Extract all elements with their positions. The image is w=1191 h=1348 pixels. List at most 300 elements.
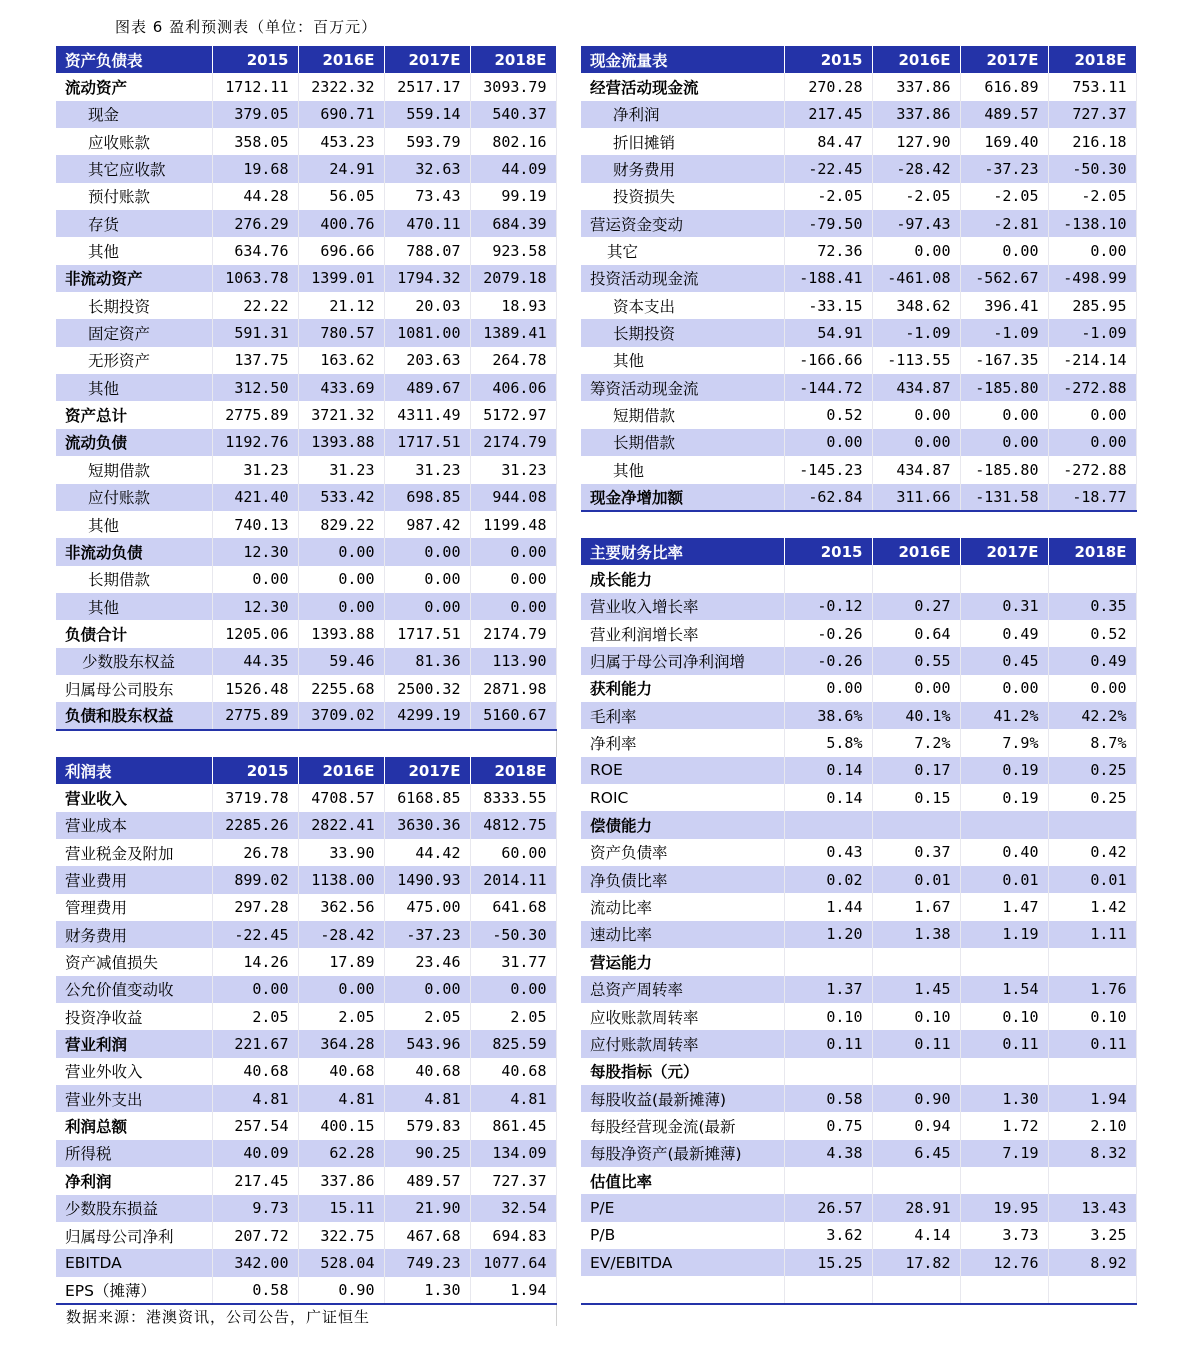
cell-value: 0.00 <box>960 675 1048 702</box>
cell-value: 14.26 <box>212 948 298 975</box>
cell-value: 221.67 <box>212 1030 298 1057</box>
cell-value: 753.11 <box>1048 73 1136 100</box>
table-row <box>581 1222 1136 1249</box>
cell-value: 0.00 <box>1048 237 1136 264</box>
cell-value <box>872 1058 960 1085</box>
cell-value: 0.10 <box>1048 1003 1136 1030</box>
cell-value: 944.08 <box>470 484 556 511</box>
row-label: 营业外支出 <box>56 1085 212 1112</box>
row-label: 预付账款 <box>56 183 212 210</box>
data-source-note: 数据来源：港澳资讯，公司公告，广证恒生 <box>66 1308 371 1326</box>
cell-value: -0.26 <box>784 647 872 674</box>
row-label: 其他 <box>581 456 784 483</box>
table-row <box>56 128 556 155</box>
table-row <box>581 374 1136 401</box>
cell-value: -22.45 <box>212 921 298 948</box>
cell-value: 2822.41 <box>298 812 384 839</box>
table-row <box>56 1140 556 1167</box>
table-title: 现金流量表 <box>581 46 784 73</box>
table-header-row <box>581 538 1136 565</box>
cell-value: 8.32 <box>1048 1140 1136 1167</box>
cell-value <box>784 811 872 838</box>
cell-value: 1393.88 <box>298 429 384 456</box>
cell-value: 489.57 <box>384 1167 470 1194</box>
row-label: 负债合计 <box>56 620 212 647</box>
table-row <box>56 784 556 811</box>
cell-value: 0.00 <box>784 429 872 456</box>
row-label: 净负债比率 <box>581 866 784 893</box>
cell-value: 72.36 <box>784 237 872 264</box>
cell-value: 90.25 <box>384 1140 470 1167</box>
cell-value: 0.01 <box>960 866 1048 893</box>
cell-value: 203.63 <box>384 347 470 374</box>
cell-value: 2.10 <box>1048 1112 1136 1139</box>
cell-value: 0.19 <box>960 784 1048 811</box>
table-row <box>56 484 556 511</box>
row-label: EV/EBITDA <box>581 1249 784 1276</box>
table-row <box>581 1112 1136 1139</box>
cell-value: 0.00 <box>1048 401 1136 428</box>
row-label: 公允价值变动收 <box>56 976 212 1003</box>
row-label <box>581 1276 784 1303</box>
cell-value: 1490.93 <box>384 866 470 893</box>
row-label: 营业费用 <box>56 866 212 893</box>
table-row <box>56 921 556 948</box>
cell-value: 163.62 <box>298 347 384 374</box>
year-header: 2018E <box>470 757 556 784</box>
row-label: 存货 <box>56 210 212 237</box>
year-header: 2016E <box>872 538 960 565</box>
cell-value: 2255.68 <box>298 675 384 702</box>
cell-value: 0.25 <box>1048 784 1136 811</box>
cell-value: 4.81 <box>470 1085 556 1112</box>
row-label: 短期借款 <box>581 401 784 428</box>
table-row <box>581 237 1136 264</box>
table-row <box>56 702 556 729</box>
cell-value: -498.99 <box>1048 265 1136 292</box>
table-row <box>56 566 556 593</box>
cell-value: 1.20 <box>784 921 872 948</box>
cell-value <box>1048 565 1136 592</box>
cell-value: 0.43 <box>784 839 872 866</box>
cell-value: 1.94 <box>1048 1085 1136 1112</box>
cell-value: 0.00 <box>872 675 960 702</box>
cell-value: -22.45 <box>784 155 872 182</box>
row-label: 流动比率 <box>581 893 784 920</box>
cell-value: -2.05 <box>1048 183 1136 210</box>
cell-value: 0.00 <box>470 976 556 1003</box>
cell-value: 2.05 <box>212 1003 298 1030</box>
cell-value: 9.73 <box>212 1195 298 1222</box>
cell-value: 0.90 <box>872 1085 960 1112</box>
cell-value: -188.41 <box>784 265 872 292</box>
cell-value: -18.77 <box>1048 484 1136 511</box>
cell-value: 23.46 <box>384 948 470 975</box>
row-label: 偿债能力 <box>581 811 784 838</box>
row-label: 每股经营现金流(最新 <box>581 1112 784 1139</box>
financial-ratios-table <box>581 538 1137 1305</box>
cell-value: 4708.57 <box>298 784 384 811</box>
cell-value: 31.23 <box>212 456 298 483</box>
cell-value: 396.41 <box>960 292 1048 319</box>
row-label: 利润总额 <box>56 1112 212 1139</box>
row-label: 资本支出 <box>581 292 784 319</box>
cell-value: 28.91 <box>872 1194 960 1221</box>
row-label: 少数股东权益 <box>56 648 212 675</box>
cell-value: 44.09 <box>470 155 556 182</box>
table-row <box>56 265 556 292</box>
cell-value: 899.02 <box>212 866 298 893</box>
cell-value: 5.8% <box>784 729 872 756</box>
cell-value: 1.76 <box>1048 976 1136 1003</box>
row-label: 归属于母公司净利润增 <box>581 647 784 674</box>
cell-value: 1138.00 <box>298 866 384 893</box>
year-header: 2017E <box>960 46 1048 73</box>
cell-value: -28.42 <box>872 155 960 182</box>
row-label: 所得税 <box>56 1140 212 1167</box>
cell-value: 987.42 <box>384 511 470 538</box>
cell-value: 285.95 <box>1048 292 1136 319</box>
cell-value <box>784 1276 872 1303</box>
cell-value: 8333.55 <box>470 784 556 811</box>
cell-value: 1.30 <box>384 1277 470 1304</box>
table-row <box>581 1085 1136 1112</box>
cell-value: 54.91 <box>784 319 872 346</box>
cell-value: 0.00 <box>960 401 1048 428</box>
row-label: 其他 <box>56 593 212 620</box>
cell-value: 17.82 <box>872 1249 960 1276</box>
cell-value: 3721.32 <box>298 401 384 428</box>
row-label: P/E <box>581 1194 784 1221</box>
row-label: 财务费用 <box>56 921 212 948</box>
row-label: 折旧摊销 <box>581 128 784 155</box>
cell-value: 19.68 <box>212 155 298 182</box>
row-label: 估值比率 <box>581 1167 784 1194</box>
cell-value: 0.19 <box>960 757 1048 784</box>
table-row <box>56 401 556 428</box>
table-row <box>581 265 1136 292</box>
cell-value: 2.05 <box>470 1003 556 1030</box>
cell-value <box>960 1058 1048 1085</box>
row-label: ROE <box>581 757 784 784</box>
table-row <box>56 976 556 1003</box>
cell-value: 342.00 <box>212 1249 298 1276</box>
cell-value: 0.10 <box>960 1003 1048 1030</box>
row-label: 其他 <box>56 237 212 264</box>
cell-value: 0.17 <box>872 757 960 784</box>
cell-value: 1389.41 <box>470 319 556 346</box>
row-label: 无形资产 <box>56 347 212 374</box>
cell-value: 727.37 <box>1048 101 1136 128</box>
table-row <box>581 675 1136 702</box>
table-row <box>581 593 1136 620</box>
cell-value: 684.39 <box>470 210 556 237</box>
cell-value: -0.12 <box>784 593 872 620</box>
cell-value: 62.28 <box>298 1140 384 1167</box>
cell-value: 276.29 <box>212 210 298 237</box>
cell-value: -461.08 <box>872 265 960 292</box>
row-label: 总资产周转率 <box>581 976 784 1003</box>
row-label: 每股净资产(最新摊薄) <box>581 1140 784 1167</box>
year-header: 2015 <box>212 757 298 784</box>
cell-value: 6.45 <box>872 1140 960 1167</box>
cell-value: 311.66 <box>872 484 960 511</box>
cell-value: 1717.51 <box>384 429 470 456</box>
year-header: 2018E <box>470 46 556 73</box>
row-label: 非流动资产 <box>56 265 212 292</box>
cell-value: 0.10 <box>784 1003 872 1030</box>
cell-value: 0.00 <box>470 566 556 593</box>
cell-value: 44.35 <box>212 648 298 675</box>
cell-value: 825.59 <box>470 1030 556 1057</box>
cell-value: 322.75 <box>298 1222 384 1249</box>
cell-value: 0.11 <box>784 1030 872 1057</box>
cell-value: 12.30 <box>212 593 298 620</box>
row-label: EBITDA <box>56 1249 212 1276</box>
cell-value: 99.19 <box>470 183 556 210</box>
table-row <box>581 620 1136 647</box>
row-label: P/B <box>581 1222 784 1249</box>
cell-value: 593.79 <box>384 128 470 155</box>
cell-value: 8.92 <box>1048 1249 1136 1276</box>
row-label: 短期借款 <box>56 456 212 483</box>
cell-value: 400.15 <box>298 1112 384 1139</box>
row-label: 获利能力 <box>581 675 784 702</box>
table-title: 资产负债表 <box>56 46 212 73</box>
cell-value: 634.76 <box>212 237 298 264</box>
cell-value: 3.73 <box>960 1222 1048 1249</box>
table-row <box>56 1195 556 1222</box>
cell-value: 0.35 <box>1048 593 1136 620</box>
cell-value: 2517.17 <box>384 73 470 100</box>
cell-value: -113.55 <box>872 347 960 374</box>
row-label: 资产减值损失 <box>56 948 212 975</box>
table-title: 主要财务比率 <box>581 538 784 565</box>
cell-value: 217.45 <box>784 101 872 128</box>
cell-value: 2871.98 <box>470 675 556 702</box>
cell-value: 0.00 <box>872 429 960 456</box>
cell-value: 8.7% <box>1048 729 1136 756</box>
cell-value: 5172.97 <box>470 401 556 428</box>
cell-value: 0.01 <box>1048 866 1136 893</box>
cell-value: 533.42 <box>298 484 384 511</box>
cell-value: 1205.06 <box>212 620 298 647</box>
cell-value: 0.25 <box>1048 757 1136 784</box>
year-header: 2016E <box>872 46 960 73</box>
cell-value <box>960 1167 1048 1194</box>
cell-value: 59.46 <box>298 648 384 675</box>
cell-value: 1.45 <box>872 976 960 1003</box>
cell-value: 467.68 <box>384 1222 470 1249</box>
cell-value: 489.67 <box>384 374 470 401</box>
cell-value: 32.54 <box>470 1195 556 1222</box>
cell-value: 3630.36 <box>384 812 470 839</box>
row-label: 归属母公司净利 <box>56 1222 212 1249</box>
cell-value: -2.05 <box>872 183 960 210</box>
cell-value: 134.09 <box>470 1140 556 1167</box>
cell-value: -28.42 <box>298 921 384 948</box>
table-row <box>56 593 556 620</box>
row-label: 长期借款 <box>581 429 784 456</box>
cell-value: 749.23 <box>384 1249 470 1276</box>
cell-value: 434.87 <box>872 374 960 401</box>
row-label: 净利润 <box>56 1167 212 1194</box>
table-row <box>56 1112 556 1139</box>
cell-value: 40.68 <box>212 1058 298 1085</box>
cell-value: 0.02 <box>784 866 872 893</box>
cell-value <box>1048 1058 1136 1085</box>
year-header: 2017E <box>384 46 470 73</box>
cell-value: 0.00 <box>298 593 384 620</box>
year-header: 2018E <box>1048 538 1136 565</box>
table-row <box>581 784 1136 811</box>
cell-value: 861.45 <box>470 1112 556 1139</box>
cell-value: 3093.79 <box>470 73 556 100</box>
cell-value: 257.54 <box>212 1112 298 1139</box>
cell-value: 21.90 <box>384 1195 470 1222</box>
table-title: 利润表 <box>56 757 212 784</box>
cell-value <box>960 811 1048 838</box>
cell-value: -144.72 <box>784 374 872 401</box>
year-header: 2015 <box>784 46 872 73</box>
cell-value: 0.75 <box>784 1112 872 1139</box>
cell-value: 829.22 <box>298 511 384 538</box>
cell-value: 7.9% <box>960 729 1048 756</box>
cell-value: -2.81 <box>960 210 1048 237</box>
cell-value: 348.62 <box>872 292 960 319</box>
table-row <box>581 210 1136 237</box>
cell-value: 0.55 <box>872 647 960 674</box>
cell-value: 1199.48 <box>470 511 556 538</box>
cell-value: -2.05 <box>784 183 872 210</box>
cell-value: 4.81 <box>298 1085 384 1112</box>
table-row <box>581 347 1136 374</box>
cell-value: -145.23 <box>784 456 872 483</box>
table-row <box>56 319 556 346</box>
cell-value: 2322.32 <box>298 73 384 100</box>
row-label: 投资损失 <box>581 183 784 210</box>
row-label: 非流动负债 <box>56 538 212 565</box>
row-label: 营业收入增长率 <box>581 593 784 620</box>
cell-value: 2014.11 <box>470 866 556 893</box>
cell-value: 358.05 <box>212 128 298 155</box>
balance-sheet-table <box>56 46 557 731</box>
cell-value: 3709.02 <box>298 702 384 729</box>
row-label: 营业外收入 <box>56 1058 212 1085</box>
cell-value <box>784 948 872 975</box>
cell-value: 1.11 <box>1048 921 1136 948</box>
cell-value <box>784 1058 872 1085</box>
cell-value: 2775.89 <box>212 702 298 729</box>
cell-value: 20.03 <box>384 292 470 319</box>
cell-value: 0.10 <box>872 1003 960 1030</box>
row-label: 营运能力 <box>581 948 784 975</box>
cell-value: 434.87 <box>872 456 960 483</box>
table-row <box>56 620 556 647</box>
cell-value: 127.90 <box>872 128 960 155</box>
cell-value: 0.15 <box>872 784 960 811</box>
cell-value <box>1048 1276 1136 1303</box>
table-header-row <box>581 46 1136 73</box>
cell-value: 540.37 <box>470 101 556 128</box>
table-row <box>581 128 1136 155</box>
table-row <box>581 893 1136 920</box>
cell-value: 727.37 <box>470 1167 556 1194</box>
cell-value: 1.47 <box>960 893 1048 920</box>
table-row <box>581 1058 1136 1085</box>
cell-value: 84.47 <box>784 128 872 155</box>
row-label: 应收账款 <box>56 128 212 155</box>
row-label: ROIC <box>581 784 784 811</box>
cell-value: 297.28 <box>212 894 298 921</box>
table-row <box>581 565 1136 592</box>
cell-value: 694.83 <box>470 1222 556 1249</box>
row-label: 长期借款 <box>56 566 212 593</box>
cell-value: 802.16 <box>470 128 556 155</box>
cell-value: -97.43 <box>872 210 960 237</box>
row-label: 营业收入 <box>56 784 212 811</box>
cell-value: 0.00 <box>1048 429 1136 456</box>
cell-value: 475.00 <box>384 894 470 921</box>
cell-value: 1712.11 <box>212 73 298 100</box>
cell-value: 0.00 <box>298 976 384 1003</box>
row-label: 投资净收益 <box>56 1003 212 1030</box>
table-row <box>581 292 1136 319</box>
cell-value: -1.09 <box>960 319 1048 346</box>
cell-value: 0.40 <box>960 839 1048 866</box>
row-label: 其他 <box>581 347 784 374</box>
cell-value <box>872 1167 960 1194</box>
cell-value: 0.11 <box>960 1030 1048 1057</box>
table-row <box>56 183 556 210</box>
cell-value: 40.68 <box>470 1058 556 1085</box>
cell-value: 0.90 <box>298 1277 384 1304</box>
row-label: 流动资产 <box>56 73 212 100</box>
table-row <box>56 1222 556 1249</box>
cell-value: 1081.00 <box>384 319 470 346</box>
row-label: 现金 <box>56 101 212 128</box>
cell-value: 1.67 <box>872 893 960 920</box>
cell-value: 0.58 <box>212 1277 298 1304</box>
cell-value: 40.1% <box>872 702 960 729</box>
cell-value: 1.44 <box>784 893 872 920</box>
row-label: 流动负债 <box>56 429 212 456</box>
cell-value: -131.58 <box>960 484 1048 511</box>
row-label: 其他 <box>56 374 212 401</box>
cell-value: 2.05 <box>298 1003 384 1030</box>
cell-value: 32.63 <box>384 155 470 182</box>
table-row <box>56 538 556 565</box>
cell-value: 44.42 <box>384 839 470 866</box>
year-header: 2016E <box>298 46 384 73</box>
cell-value: 1.72 <box>960 1112 1048 1139</box>
cell-value: 0.00 <box>384 593 470 620</box>
cell-value: 2079.18 <box>470 265 556 292</box>
cell-value: 0.31 <box>960 593 1048 620</box>
cell-value: -138.10 <box>1048 210 1136 237</box>
cell-value: -1.09 <box>872 319 960 346</box>
cell-value: 0.00 <box>384 976 470 1003</box>
cell-value: 0.00 <box>470 593 556 620</box>
cell-value: 698.85 <box>384 484 470 511</box>
cell-value <box>872 811 960 838</box>
cell-value: 543.96 <box>384 1030 470 1057</box>
cell-value: 421.40 <box>212 484 298 511</box>
cell-value: 18.93 <box>470 292 556 319</box>
cell-value: 0.52 <box>784 401 872 428</box>
table-row <box>56 237 556 264</box>
row-label: 营运资金变动 <box>581 210 784 237</box>
